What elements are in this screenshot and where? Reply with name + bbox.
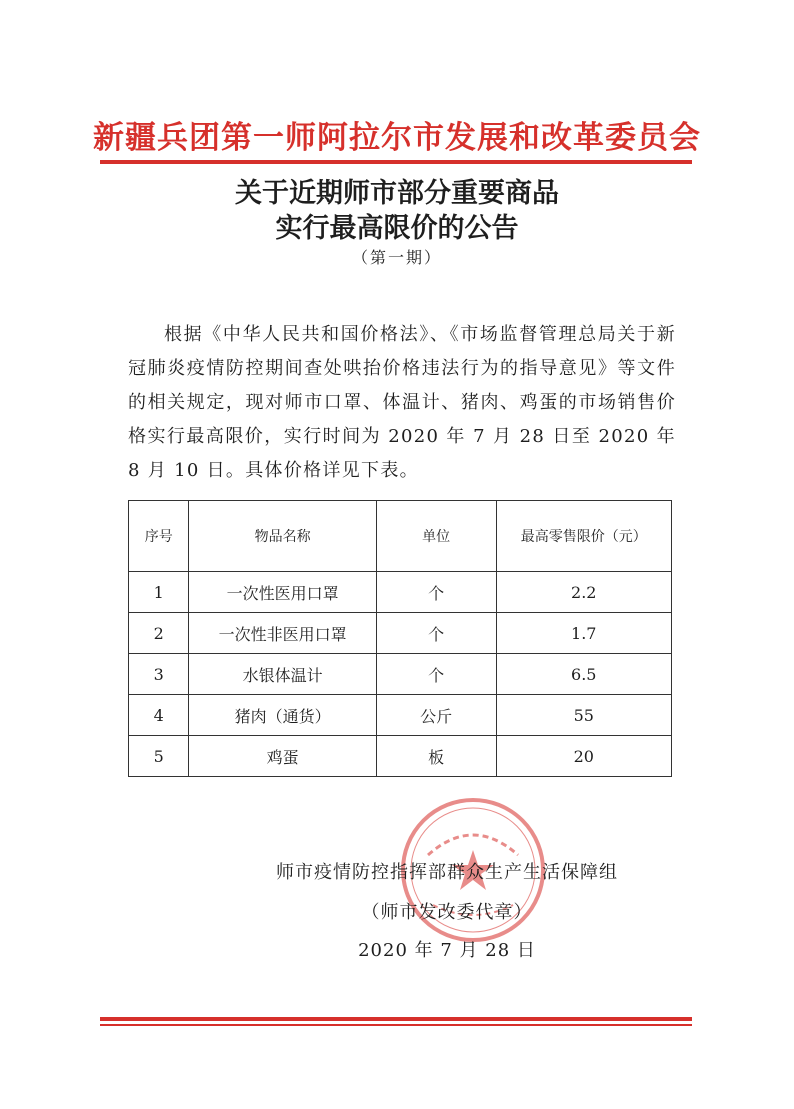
item-name: 一次性医用口罩 — [189, 572, 376, 613]
letterhead-red-rule — [100, 160, 692, 164]
footer-red-rule-bottom — [100, 1024, 692, 1026]
column-header-unit: 单位 — [376, 501, 496, 572]
table-row — [129, 654, 672, 695]
row-number: 5 — [129, 736, 189, 777]
max-price: 2.2 — [496, 572, 672, 613]
column-header-max-price: 最高零售限价（元） — [496, 501, 672, 572]
table-row — [129, 695, 672, 736]
max-price: 20 — [496, 736, 672, 777]
max-price: 6.5 — [496, 654, 672, 695]
item-name: 猪肉（通货） — [189, 695, 376, 736]
table-row — [129, 613, 672, 654]
table-row — [129, 736, 672, 777]
issuer-name: 师市疫情防控指挥部群众生产生活保障组 — [276, 862, 618, 883]
document-title-line-2: 实行最高限价的公告 — [275, 213, 519, 244]
footer-red-rule-top — [100, 1017, 692, 1021]
issue-number: （第一期） — [351, 248, 442, 267]
column-header-number: 序号 — [129, 501, 189, 572]
issue-date: 2020 年 7 月 28 日 — [358, 940, 536, 961]
row-number: 1 — [129, 572, 189, 613]
max-price: 55 — [496, 695, 672, 736]
table-header-row — [129, 501, 672, 572]
unit: 个 — [376, 654, 496, 695]
row-number: 4 — [129, 695, 189, 736]
unit: 个 — [376, 613, 496, 654]
row-number: 2 — [129, 613, 189, 654]
price-cap-table — [128, 500, 672, 777]
document-title-line-1: 关于近期师市部分重要商品 — [235, 178, 559, 209]
announcement-body: 根据《中华人民共和国价格法》、《市场监督管理总局关于新冠肺炎疫情防控期间查处哄抬价格违法行为的指导意见》等文件的相关规定，现对师市口罩、体温计、猪肉、鸡蛋的市场销售价格实行最高限价，实行时间为 2020 年 7 月 28 日至 2020 年 8 月 10 日。具体价格详见下表。 — [128, 324, 676, 481]
table-row — [129, 572, 672, 613]
row-number: 3 — [129, 654, 189, 695]
org-letterhead-title: 新疆兵团第一师阿拉尔市发展和改革委员会 — [93, 120, 701, 156]
unit: 公斤 — [376, 695, 496, 736]
item-name: 水银体温计 — [189, 654, 376, 695]
column-header-item-name: 物品名称 — [189, 501, 376, 572]
item-name: 鸡蛋 — [189, 736, 376, 777]
seal-note: （师市发改委代章） — [361, 902, 533, 923]
unit: 板 — [376, 736, 496, 777]
item-name: 一次性非医用口罩 — [189, 613, 376, 654]
unit: 个 — [376, 572, 496, 613]
max-price: 1.7 — [496, 613, 672, 654]
